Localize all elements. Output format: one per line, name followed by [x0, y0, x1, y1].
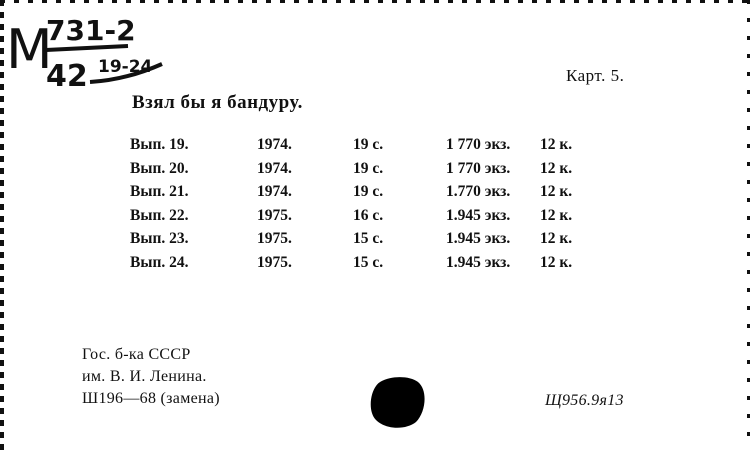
shelf-mark: Щ956.9я13 — [545, 392, 624, 409]
issues-list — [130, 136, 600, 277]
issue-row — [130, 230, 600, 254]
issue-year: 1974. — [257, 136, 292, 153]
handwritten-denominator: 42 — [46, 59, 88, 94]
issue-copies: 1 770 экз. — [446, 136, 511, 153]
ink-blot-mark — [368, 374, 428, 430]
issue-price: 12 к. — [540, 230, 573, 247]
issue-price: 12 к. — [540, 206, 573, 224]
imprint-line-name: им. В. И. Ленина. — [82, 368, 207, 385]
issue-price: 12 к. — [540, 136, 573, 153]
issue-pages: 15 с. — [353, 253, 384, 271]
issue-row — [130, 183, 600, 207]
handwritten-numerator: 731-2 — [46, 14, 136, 47]
issue-year: 1975. — [257, 230, 292, 247]
card-top-edge — [0, 0, 750, 3]
issue-pages: 19 с. — [353, 159, 384, 177]
issue-copies: 1.945 экз. — [446, 253, 511, 271]
issue-year: 1974. — [257, 183, 292, 200]
issue-price: 12 к. — [540, 159, 573, 177]
issue-year: 1974. — [257, 159, 292, 177]
issue-number: Вып. 23. — [130, 230, 189, 247]
issue-year: 1975. — [257, 253, 292, 271]
issue-price: 12 к. — [540, 183, 573, 200]
issue-row — [130, 160, 600, 184]
issue-number: Вып. 20. — [130, 159, 189, 177]
imprint-line-code: Ш196—68 (замена) — [82, 390, 220, 407]
handwritten-call-number — [6, 6, 176, 96]
issue-row — [130, 207, 600, 231]
issue-price: 12 к. — [540, 253, 573, 271]
imprint-line-library: Гос. б-ка СССР — [82, 346, 191, 363]
issue-row — [130, 254, 600, 278]
issue-pages: 16 с. — [353, 206, 384, 224]
issue-pages: 19 с. — [353, 136, 384, 153]
issue-year: 1975. — [257, 206, 292, 224]
card-number: Карт. 5. — [566, 66, 625, 85]
issue-copies: 1.945 экз. — [446, 230, 511, 247]
issue-number: Вып. 19. — [130, 136, 189, 153]
handwritten-range: 19-24 — [98, 57, 153, 77]
issue-copies: 1.770 экз. — [446, 183, 511, 200]
book-title: Взял бы я бандуру. — [132, 92, 303, 113]
issue-copies: 1.945 экз. — [446, 206, 511, 224]
issue-number: Вып. 21. — [130, 183, 189, 200]
issue-pages: 15 с. — [353, 230, 384, 247]
issue-number: Вып. 24. — [130, 253, 189, 271]
library-imprint — [82, 344, 220, 410]
issue-pages: 19 с. — [353, 183, 384, 200]
issue-number: Вып. 22. — [130, 206, 189, 224]
card-left-edge — [0, 0, 4, 450]
issue-row — [130, 136, 600, 160]
handwritten-letter: М — [6, 18, 53, 81]
issue-copies: 1 770 экз. — [446, 159, 511, 177]
